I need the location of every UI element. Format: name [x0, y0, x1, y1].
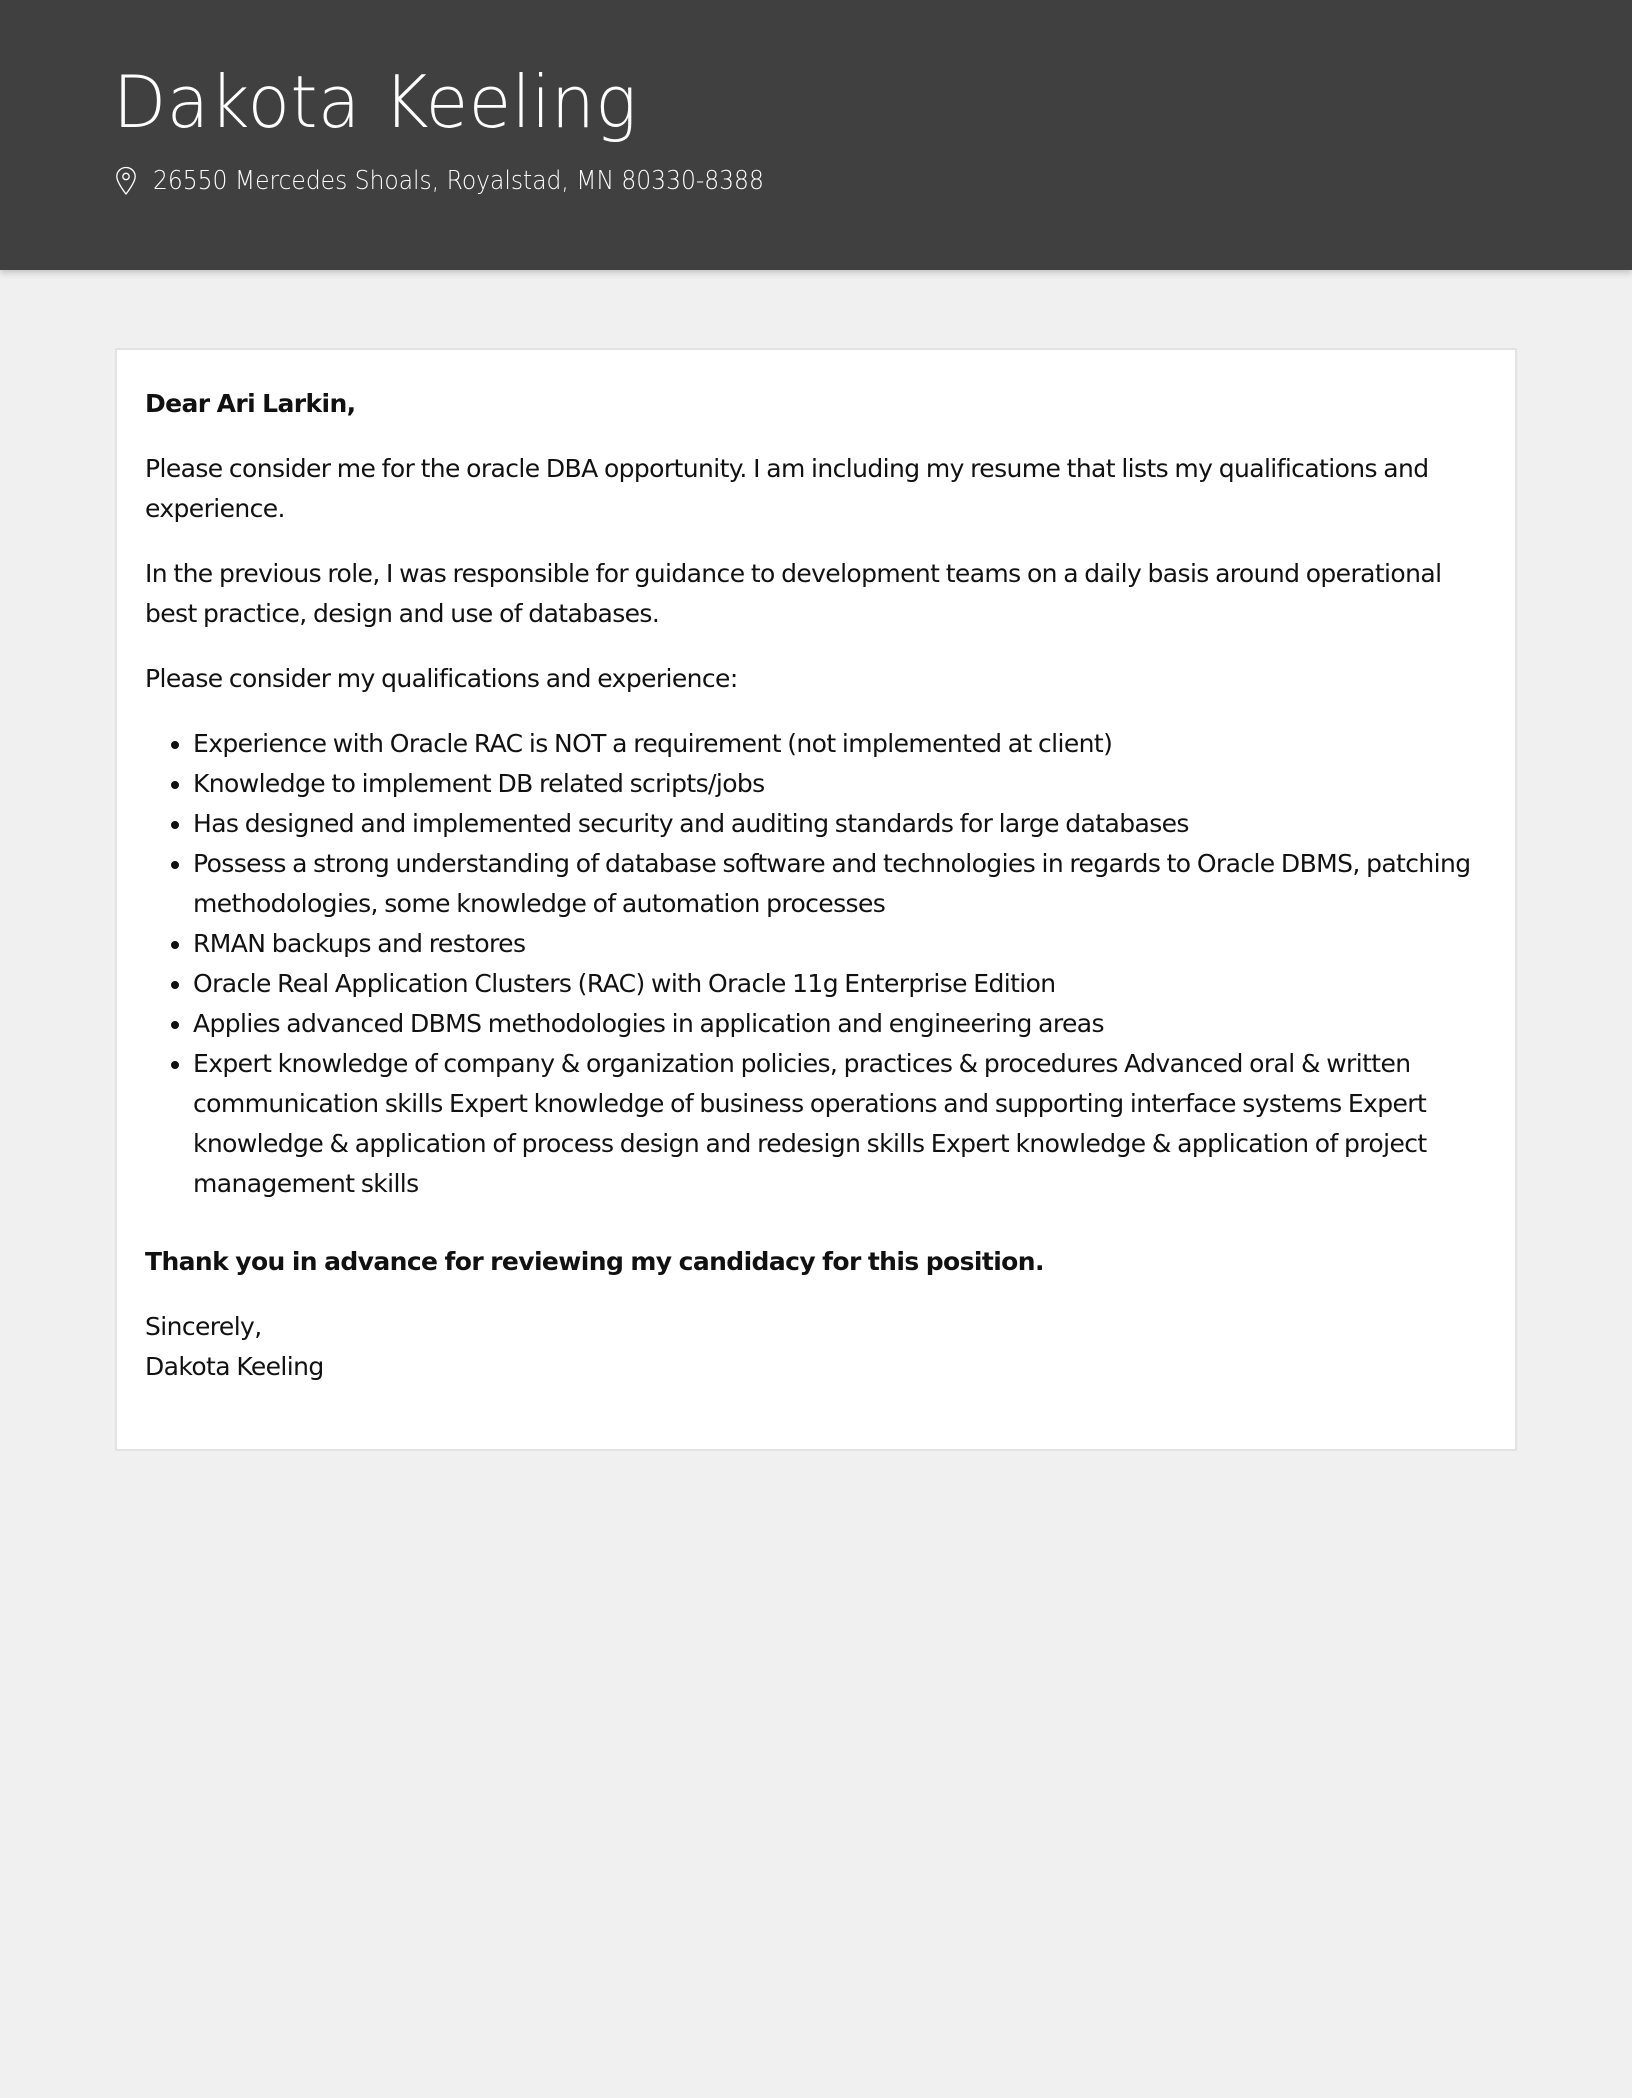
signature: Dakota Keeling: [145, 1352, 324, 1381]
qualification-text: Oracle Real Application Clusters (RAC) with Oracle 11g Enterprise Edition: [193, 969, 1056, 998]
page-header: [0, 0, 1632, 270]
bullet-icon: [171, 741, 179, 749]
qualification-text: Experience with Oracle RAC is NOT a requirement (not implemented at client): [193, 729, 1113, 758]
bullet-icon: [171, 821, 179, 829]
qualification-item: [193, 1004, 1487, 1044]
intro-paragraph: Please consider me for the oracle DBA opportunity. I am including my resume that lists my qualifications and experience.: [145, 454, 1429, 523]
bullet-icon: [171, 1061, 179, 1069]
signoff-block: [145, 1307, 1487, 1387]
qualification-item: [193, 924, 1487, 964]
signoff: Sincerely,: [145, 1312, 262, 1341]
salutation: Dear Ari Larkin,: [145, 389, 356, 418]
closing-statement: Thank you in advance for reviewing my candidacy for this position.: [145, 1247, 1044, 1276]
qualification-text: Expert knowledge of company & organization policies, practices & procedures Advanced oral & written communication skills Expert knowledge of business operations and supporting interface systems Expert knowledge & application of process design and redesign skills Expert knowledge & application of project management skills: [193, 1049, 1427, 1198]
qualification-item: [193, 764, 1487, 804]
applicant-name: Dakota Keeling: [113, 60, 638, 144]
experience-paragraph: In the previous role, I was responsible for guidance to development teams on a daily basis around operational best practice, design and use of databases.: [145, 559, 1442, 628]
qualification-text: Knowledge to implement DB related scripts/jobs: [193, 769, 765, 798]
qualification-text: Applies advanced DBMS methodologies in application and engineering areas: [193, 1009, 1104, 1038]
qualification-item: [193, 804, 1487, 844]
applicant-address: [115, 166, 832, 196]
map-pin-icon: [115, 166, 137, 196]
qualifications-list: [145, 724, 1487, 1204]
bullet-icon: [171, 981, 179, 989]
qualification-text: RMAN backups and restores: [193, 929, 526, 958]
qualification-item: [193, 724, 1487, 764]
cover-letter-body: [145, 384, 1487, 1387]
qualification-item: [193, 1044, 1487, 1204]
bullet-icon: [171, 861, 179, 869]
bullet-icon: [171, 1021, 179, 1029]
qualification-item: [193, 844, 1487, 924]
qualification-item: [193, 964, 1487, 1004]
qualifications-intro: Please consider my qualifications and experience:: [145, 664, 738, 693]
qualification-text: Has designed and implemented security and auditing standards for large databases: [193, 809, 1189, 838]
bullet-icon: [171, 941, 179, 949]
qualification-text: Possess a strong understanding of database software and technologies in regards to Oracle DBMS, patching methodologies, some knowledge of automation processes: [193, 849, 1471, 918]
address-text: 26550 Mercedes Shoals, Royalstad, MN 80330-8388: [153, 166, 764, 196]
cover-letter-card: [115, 348, 1517, 1451]
bullet-icon: [171, 781, 179, 789]
